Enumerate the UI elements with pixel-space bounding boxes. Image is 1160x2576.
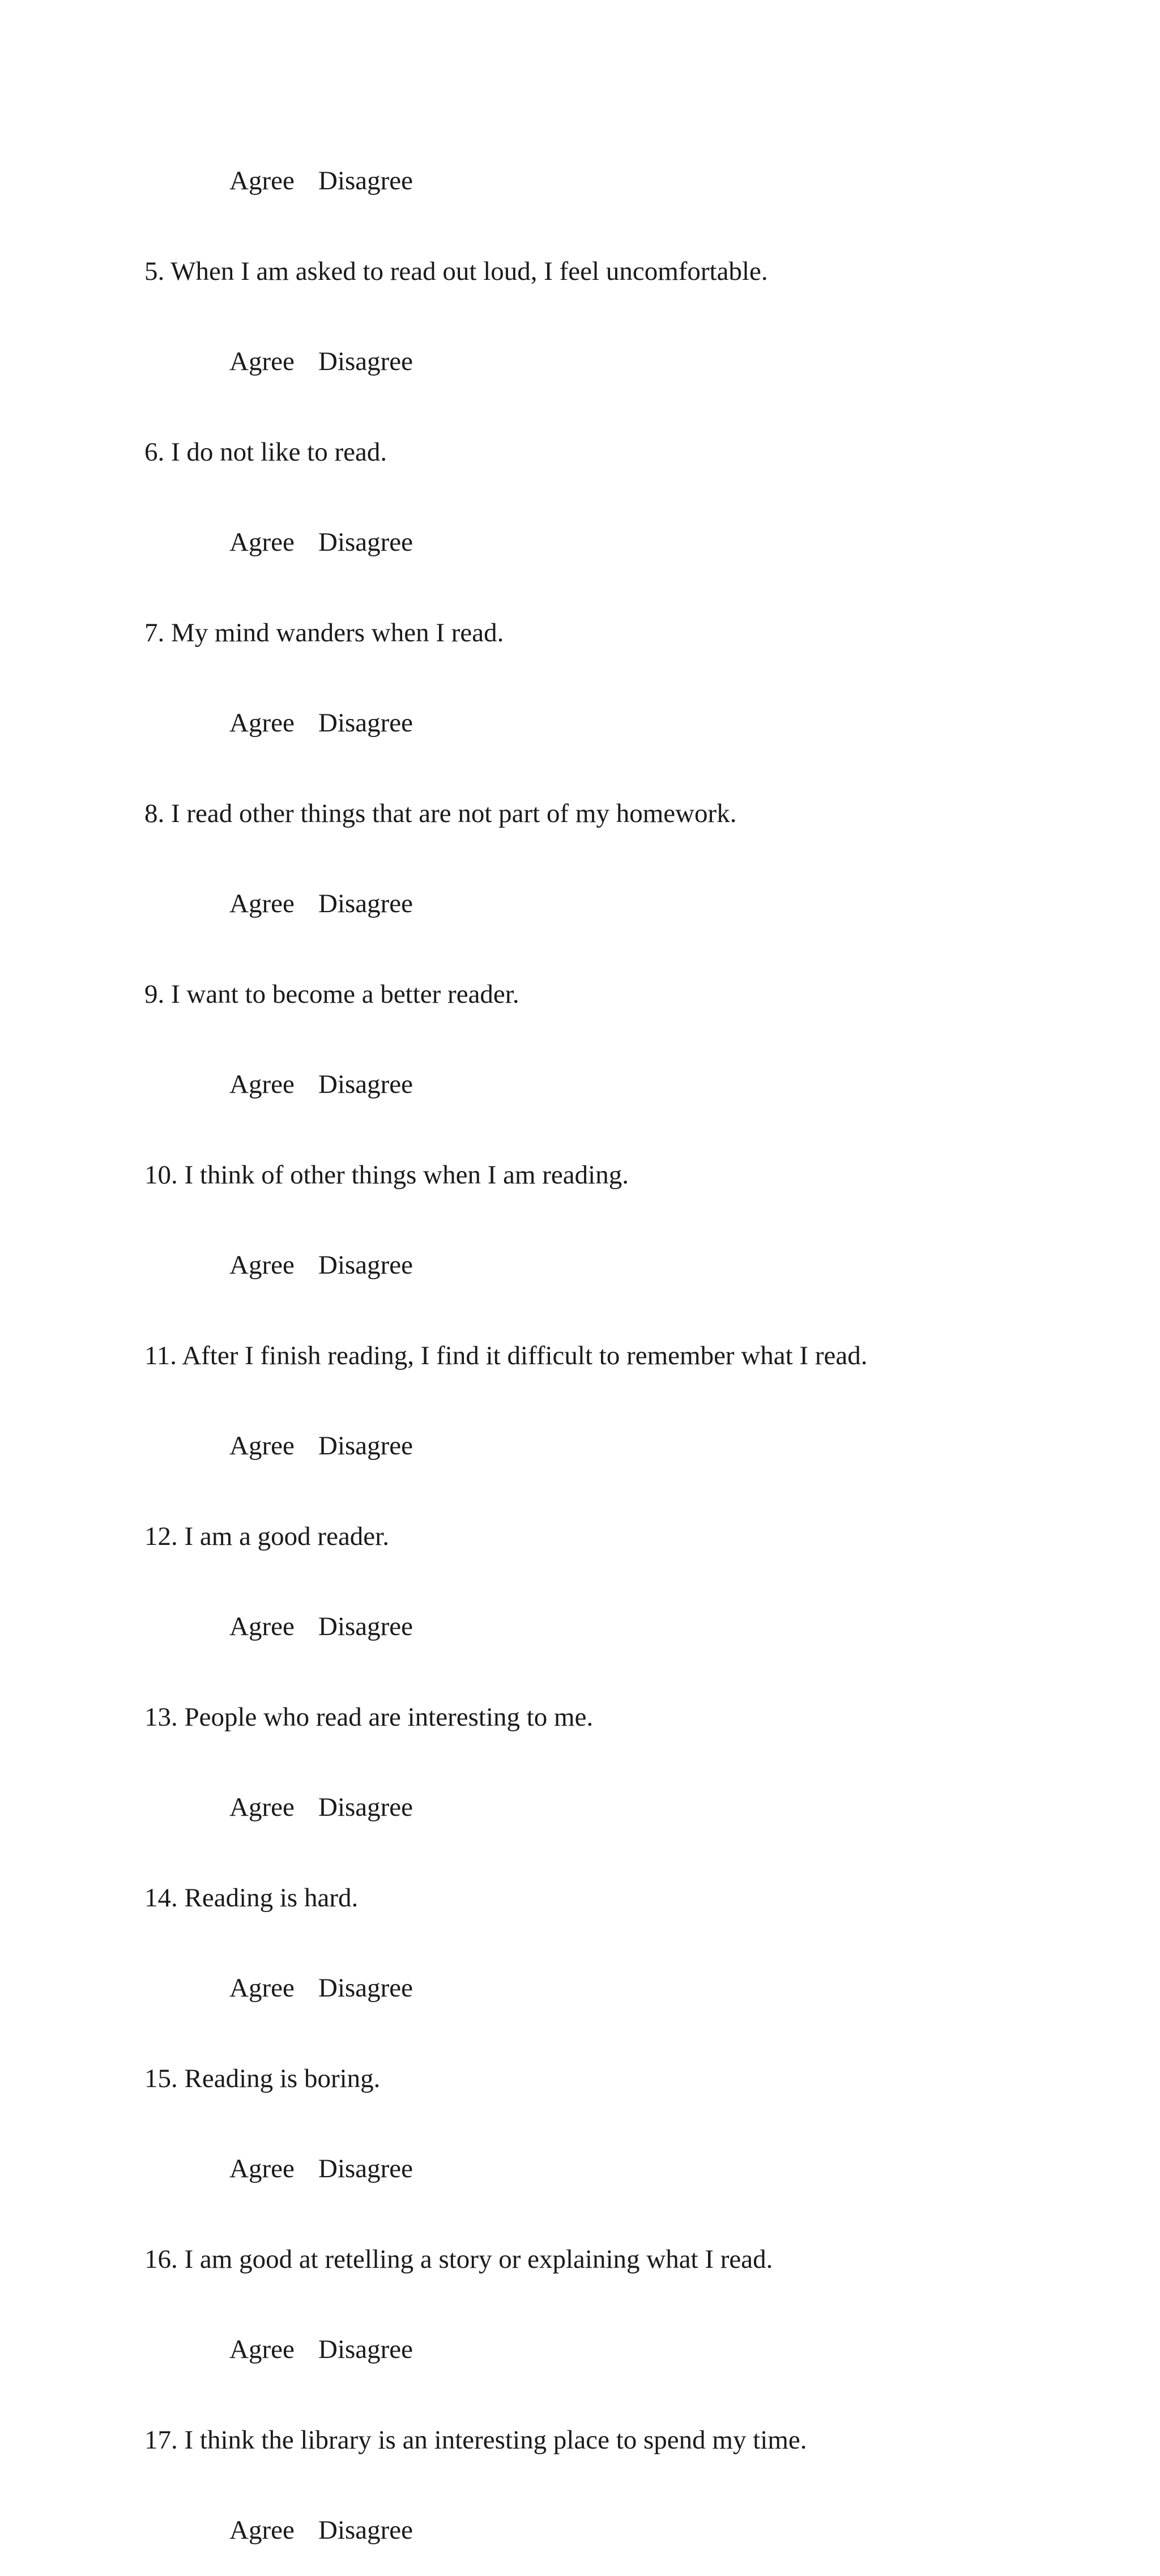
agree-option[interactable]: Agree bbox=[229, 2515, 295, 2545]
answer-options bbox=[144, 1943, 1107, 2034]
disagree-option[interactable]: Disagree bbox=[318, 1973, 413, 2003]
agree-option[interactable]: Agree bbox=[229, 527, 295, 557]
agree-option[interactable]: Agree bbox=[229, 1612, 295, 1641]
answer-options bbox=[144, 1401, 1107, 1492]
survey-question bbox=[144, 588, 1107, 679]
question-number: 6. bbox=[144, 437, 165, 467]
question-number: 10. bbox=[144, 1160, 178, 1190]
question-number: 8. bbox=[144, 798, 165, 828]
disagree-option[interactable]: Disagree bbox=[318, 166, 413, 195]
disagree-option[interactable]: Disagree bbox=[318, 527, 413, 557]
answer-options bbox=[144, 1040, 1107, 1130]
answer-options bbox=[144, 2485, 1107, 2576]
survey-question bbox=[144, 2034, 1107, 2124]
question-number: 9. bbox=[144, 979, 165, 1009]
answer-options bbox=[144, 136, 1107, 227]
survey-list bbox=[144, 136, 1107, 2576]
question-number: 7. bbox=[144, 618, 165, 648]
survey-question bbox=[144, 227, 1107, 317]
agree-option[interactable]: Agree bbox=[229, 166, 295, 195]
question-text: My mind wanders when I read. bbox=[171, 618, 504, 648]
question-text: Reading is hard. bbox=[184, 1883, 359, 1913]
question-number: 14. bbox=[144, 1883, 178, 1913]
disagree-option[interactable]: Disagree bbox=[318, 2335, 413, 2364]
disagree-option[interactable]: Disagree bbox=[318, 1792, 413, 1822]
agree-option[interactable]: Agree bbox=[229, 1792, 295, 1822]
question-number: 16. bbox=[144, 2244, 178, 2274]
question-number: 11. bbox=[144, 1340, 177, 1370]
agree-option[interactable]: Agree bbox=[229, 1431, 295, 1461]
agree-option[interactable]: Agree bbox=[229, 1250, 295, 1280]
survey-question bbox=[144, 1311, 1107, 1402]
question-text: After I finish reading, I find it difficult to remember what I read. bbox=[182, 1340, 868, 1370]
survey-question bbox=[144, 1672, 1107, 1763]
answer-options bbox=[144, 1762, 1107, 1853]
disagree-option[interactable]: Disagree bbox=[318, 889, 413, 918]
question-text: Reading is boring. bbox=[184, 2063, 381, 2093]
agree-option[interactable]: Agree bbox=[229, 889, 295, 918]
question-text: I am a good reader. bbox=[184, 1521, 389, 1551]
answer-options bbox=[144, 678, 1107, 769]
answer-options bbox=[144, 497, 1107, 588]
answer-options bbox=[144, 2124, 1107, 2215]
disagree-option[interactable]: Disagree bbox=[318, 1070, 413, 1099]
question-text: I am good at retelling a story or explaining what I read. bbox=[184, 2244, 773, 2274]
question-number: 5. bbox=[144, 256, 165, 286]
disagree-option[interactable]: Disagree bbox=[318, 2515, 413, 2545]
agree-option[interactable]: Agree bbox=[229, 708, 295, 738]
disagree-option[interactable]: Disagree bbox=[318, 1250, 413, 1280]
question-number: 12. bbox=[144, 1521, 178, 1551]
disagree-option[interactable]: Disagree bbox=[318, 708, 413, 738]
answer-options bbox=[144, 2305, 1107, 2395]
answer-options bbox=[144, 317, 1107, 407]
answer-options bbox=[144, 1582, 1107, 1672]
survey-question bbox=[144, 2215, 1107, 2305]
survey-question bbox=[144, 407, 1107, 498]
question-text: I want to become a better reader. bbox=[171, 979, 519, 1009]
question-text: People who read are interesting to me. bbox=[184, 1702, 594, 1732]
question-text: I think the library is an interesting place to spend my time. bbox=[184, 2425, 807, 2455]
agree-option[interactable]: Agree bbox=[229, 1070, 295, 1099]
question-text: When I am asked to read out loud, I feel uncomfortable. bbox=[170, 256, 768, 286]
question-text: I think of other things when I am reading. bbox=[184, 1160, 629, 1190]
question-number: 15. bbox=[144, 2063, 178, 2093]
survey-question bbox=[144, 2395, 1107, 2486]
agree-option[interactable]: Agree bbox=[229, 1973, 295, 2003]
survey-question bbox=[144, 1492, 1107, 1582]
survey-question bbox=[144, 949, 1107, 1040]
answer-options bbox=[144, 1220, 1107, 1311]
agree-option[interactable]: Agree bbox=[229, 2335, 295, 2364]
survey-question bbox=[144, 1853, 1107, 1944]
agree-option[interactable]: Agree bbox=[229, 2154, 295, 2183]
agree-option[interactable]: Agree bbox=[229, 347, 295, 376]
disagree-option[interactable]: Disagree bbox=[318, 2154, 413, 2183]
question-number: 17. bbox=[144, 2425, 178, 2455]
survey-question bbox=[144, 1130, 1107, 1221]
question-number: 13. bbox=[144, 1702, 178, 1732]
question-text: I do not like to read. bbox=[171, 437, 387, 467]
answer-options bbox=[144, 859, 1107, 949]
survey-question bbox=[144, 769, 1107, 859]
disagree-option[interactable]: Disagree bbox=[318, 1431, 413, 1461]
disagree-option[interactable]: Disagree bbox=[318, 1612, 413, 1641]
question-text: I read other things that are not part of my homework. bbox=[171, 798, 737, 828]
disagree-option[interactable]: Disagree bbox=[318, 347, 413, 376]
